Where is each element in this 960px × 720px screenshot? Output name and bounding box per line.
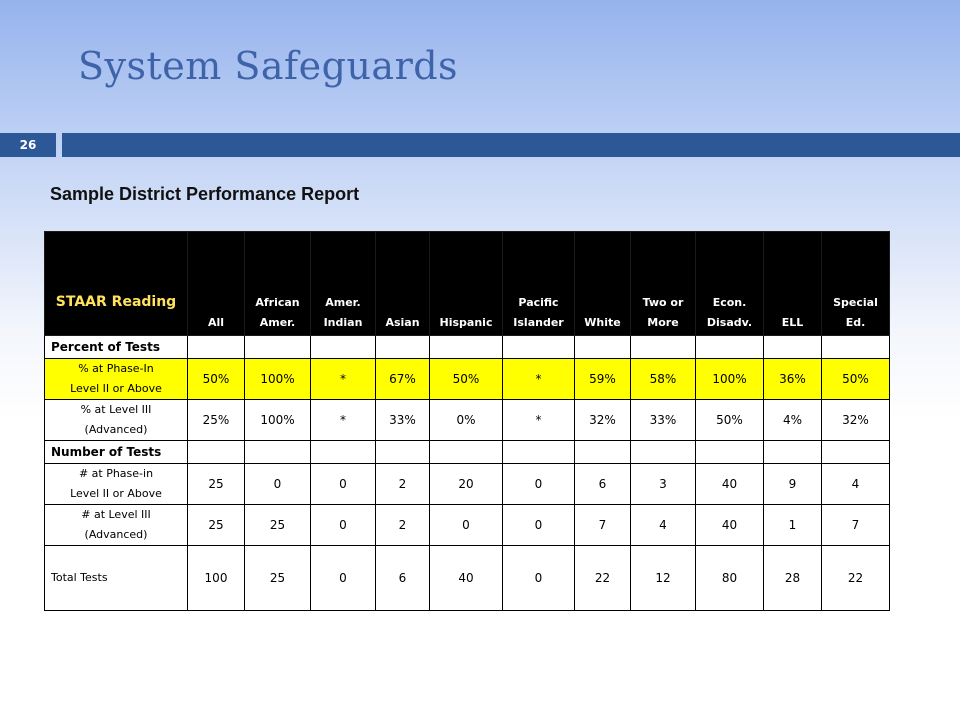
performance-table: [44, 231, 890, 611]
table-cell: 50%: [430, 359, 503, 400]
table-cell: 7: [822, 505, 890, 546]
header-row: [45, 232, 890, 336]
table-cell: 33%: [631, 400, 696, 441]
col-header-african-amer: African Amer.: [245, 232, 311, 336]
table-cell: 0: [503, 464, 575, 505]
table-cell: *: [503, 359, 575, 400]
col-header-pacific-islander: Pacific Islander: [503, 232, 575, 336]
table-cell: 25: [245, 505, 311, 546]
col-header-all: All: [188, 232, 245, 336]
row-label: # at Phase-in Level II or Above: [45, 464, 188, 505]
header-bar: [62, 133, 960, 157]
row-label: Total Tests: [45, 546, 188, 611]
table-cell: 100%: [696, 359, 764, 400]
table-cell: 2: [376, 505, 430, 546]
table-cell: 40: [696, 505, 764, 546]
row-label: # at Level III (Advanced): [45, 505, 188, 546]
table-cell: 67%: [376, 359, 430, 400]
table-cell: 80: [696, 546, 764, 611]
col-header-ell: ELL: [764, 232, 822, 336]
table-cell: 12: [631, 546, 696, 611]
table-cell: *: [503, 400, 575, 441]
table-row: [45, 359, 890, 400]
table-cell: 50%: [188, 359, 245, 400]
table-cell: 0: [503, 546, 575, 611]
table-cell: 100: [188, 546, 245, 611]
table-cell: 58%: [631, 359, 696, 400]
table-cell: 40: [430, 546, 503, 611]
table-cell: 0: [430, 505, 503, 546]
table-cell: 59%: [575, 359, 631, 400]
table-cell: 9: [764, 464, 822, 505]
table-cell: 100%: [245, 400, 311, 441]
table-cell: *: [311, 400, 376, 441]
table-cell: 40: [696, 464, 764, 505]
table-cell: 20: [430, 464, 503, 505]
table-cell: 4: [631, 505, 696, 546]
col-header-econ-disadv: Econ. Disadv.: [696, 232, 764, 336]
table-cell: 100%: [245, 359, 311, 400]
slide-number: 26: [0, 133, 56, 157]
staar-reading-label: STAAR Reading: [45, 232, 188, 336]
table-cell: 25%: [188, 400, 245, 441]
table-cell: 50%: [822, 359, 890, 400]
col-header-amer-indian: Amer. Indian: [311, 232, 376, 336]
table-cell: 25: [188, 505, 245, 546]
table-cell: 0: [311, 505, 376, 546]
table-cell: 33%: [376, 400, 430, 441]
col-header-asian: Asian: [376, 232, 430, 336]
table-cell: 36%: [764, 359, 822, 400]
table-cell: 4%: [764, 400, 822, 441]
table-cell: 32%: [822, 400, 890, 441]
section-label: Percent of Tests: [45, 336, 188, 359]
col-header-hispanic: Hispanic: [430, 232, 503, 336]
table-cell: 1: [764, 505, 822, 546]
table-row: [45, 464, 890, 505]
table-row: [45, 546, 890, 611]
table-cell: 4: [822, 464, 890, 505]
table-cell: 32%: [575, 400, 631, 441]
table-cell: 3: [631, 464, 696, 505]
table-cell: 22: [822, 546, 890, 611]
table-cell: 6: [575, 464, 631, 505]
row-label: % at Phase-In Level II or Above: [45, 359, 188, 400]
table-cell: *: [311, 359, 376, 400]
section-row-percent: [45, 336, 890, 359]
section-row-number: [45, 441, 890, 464]
table-cell: 2: [376, 464, 430, 505]
table-cell: 0: [503, 505, 575, 546]
section-label: Number of Tests: [45, 441, 188, 464]
table-cell: 7: [575, 505, 631, 546]
table-cell: 25: [245, 546, 311, 611]
table-cell: 0: [311, 464, 376, 505]
report-subtitle: Sample District Performance Report: [50, 184, 360, 204]
col-header-special-ed: Special Ed.: [822, 232, 890, 336]
col-header-two-or-more: Two or More: [631, 232, 696, 336]
table-row: [45, 400, 890, 441]
col-header-white: White: [575, 232, 631, 336]
table-cell: 22: [575, 546, 631, 611]
table-cell: 0: [311, 546, 376, 611]
table-cell: 28: [764, 546, 822, 611]
table-cell: 0: [245, 464, 311, 505]
table-cell: 0%: [430, 400, 503, 441]
row-label: % at Level III (Advanced): [45, 400, 188, 441]
table-row: [45, 505, 890, 546]
table-cell: 6: [376, 546, 430, 611]
table-cell: 25: [188, 464, 245, 505]
slide-title: System Safeguards: [78, 44, 459, 88]
table-cell: 50%: [696, 400, 764, 441]
